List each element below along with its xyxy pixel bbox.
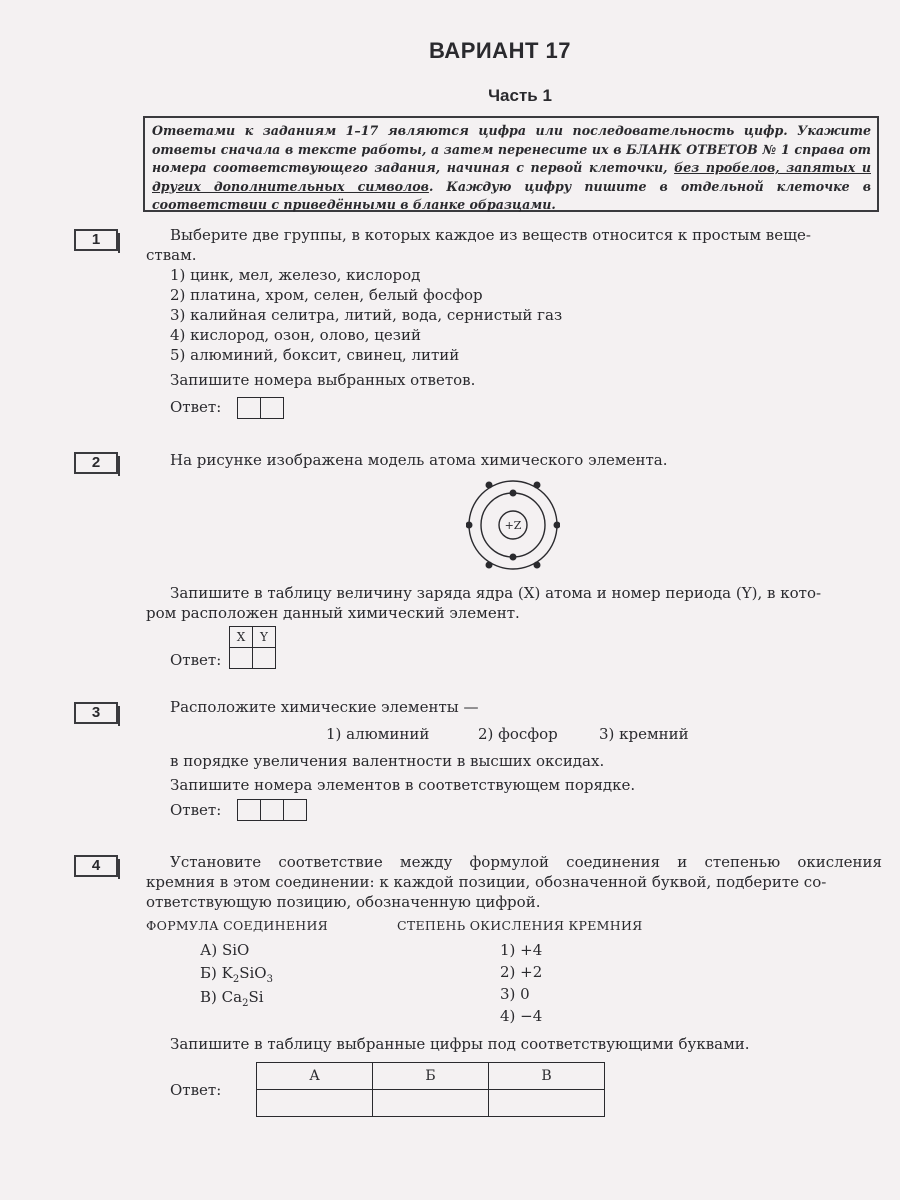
q2-line2: ром расположен данный химический элемент. xyxy=(146,604,520,622)
q4-state-2: 2) +2 xyxy=(500,963,543,981)
answer-cell[interactable] xyxy=(261,398,283,418)
q3-element-2: 2) фосфор xyxy=(478,725,558,743)
q4-line2: кремния в этом соединении: к каждой позиции, обозначенной буквой, подберите со- xyxy=(146,873,827,891)
q4-state-4: 4) −4 xyxy=(500,1007,543,1025)
answer-cell-a[interactable] xyxy=(257,1090,373,1117)
q1-prompt: Запишите номера выбранных ответов. xyxy=(170,371,476,389)
answer-cell-b[interactable] xyxy=(373,1090,489,1117)
q2-answer-label: Ответ: xyxy=(170,651,222,669)
instructions-underlined: без пробелов, запятых и других дополнительных символов xyxy=(152,160,871,194)
q4-line3: ответствующую позицию, обозначенную цифрой. xyxy=(146,893,541,911)
q1-line2: ствам. xyxy=(146,246,197,264)
instructions-text: Ответами к заданиям 1–17 являются цифра или последовательность цифр. Укажите ответы сначала в тексте работы, а затем перенесите их в БЛАНК ОТВЕТОВ № 1 справа от номера соответствующего задания, начиная с первой клеточки, xyxy=(152,123,871,175)
q4-prompt: Запишите в таблицу выбранные цифры под соответствующими буквами. xyxy=(170,1035,750,1053)
part-title: Часть 1 xyxy=(488,86,552,105)
q4-state-3: 3) 0 xyxy=(500,985,530,1003)
q1-answer-label: Ответ: xyxy=(170,398,222,416)
q3-element-1: 1) алюминий xyxy=(326,725,430,743)
q4-answer-table xyxy=(256,1062,605,1117)
q3-line2: в порядке увеличения валентности в высших оксидах. xyxy=(170,752,605,770)
header-c: В xyxy=(489,1063,605,1090)
q4-state-1: 1) +4 xyxy=(500,941,543,959)
question-number-4: 4 xyxy=(74,855,118,877)
q3-answer-cells[interactable] xyxy=(237,799,307,821)
q3-answer-label: Ответ: xyxy=(170,801,222,819)
column-y: Y xyxy=(253,627,276,648)
q3-text: Расположите химические элементы — xyxy=(170,698,479,716)
question-number-2: 2 xyxy=(74,452,118,474)
q4-formula-a: А) SiO xyxy=(200,941,250,959)
atom-model xyxy=(466,480,560,574)
answer-cell[interactable] xyxy=(238,398,261,418)
q4-formula-c: В) $Ca_2Si$ xyxy=(200,988,264,1009)
q4-answer-label: Ответ: xyxy=(170,1081,222,1099)
instructions-text-end: . Каждую цифру пишите в отдельной клеточке в соответствии с приведёнными в бланке образцами. xyxy=(152,178,872,212)
answer-cell[interactable] xyxy=(261,800,284,820)
q1-answer-cells[interactable] xyxy=(237,397,284,419)
q4-column-oxidation: СТЕПЕНЬ ОКИСЛЕНИЯ КРЕМНИЯ xyxy=(397,918,643,933)
q1-option-2: 2) платина, хром, селен, белый фосфор xyxy=(170,286,483,304)
answer-cell-y[interactable] xyxy=(253,648,276,669)
atom-nucleus-label: +Z xyxy=(504,519,522,532)
q1-option-3: 3) калийная селитра, литий, вода, сернистый газ xyxy=(170,306,563,324)
q1-option-1: 1) цинк, мел, железо, кислород xyxy=(170,266,421,284)
column-x: X xyxy=(230,627,253,648)
q2-line1: Запишите в таблицу величину заряда ядра (X) атома и номер периода (Y), в кото- xyxy=(170,584,822,602)
q4-column-formula: ФОРМУЛА СОЕДИНЕНИЯ xyxy=(146,918,329,933)
answer-cell[interactable] xyxy=(284,800,306,820)
variant-title: ВАРИАНТ 17 xyxy=(429,38,571,63)
header-a: А xyxy=(257,1063,373,1090)
answer-cell[interactable] xyxy=(238,800,261,820)
header-b: Б xyxy=(373,1063,489,1090)
answer-cell-c[interactable] xyxy=(489,1090,605,1117)
q4-line1: Установите соответствие между формулой соединения и степенью окисления xyxy=(170,853,882,871)
q4-formula-b: Б) $K_2SiO_3$ xyxy=(200,964,273,985)
q2-text: На рисунке изображена модель атома химического элемента. xyxy=(170,451,668,469)
q1-option-5: 5) алюминий, боксит, свинец, литий xyxy=(170,346,460,364)
q2-answer-table xyxy=(229,626,276,669)
q3-prompt: Запишите номера элементов в соответствующем порядке. xyxy=(170,776,636,794)
instructions-box xyxy=(143,116,879,212)
answer-cell-x[interactable] xyxy=(230,648,253,669)
q1-line1: Выберите две группы, в которых каждое из веществ относится к простым веще- xyxy=(170,226,811,244)
question-number-1: 1 xyxy=(74,229,118,251)
question-number-3: 3 xyxy=(74,702,118,724)
q3-element-3: 3) кремний xyxy=(599,725,689,743)
q1-option-4: 4) кислород, озон, олово, цезий xyxy=(170,326,421,344)
